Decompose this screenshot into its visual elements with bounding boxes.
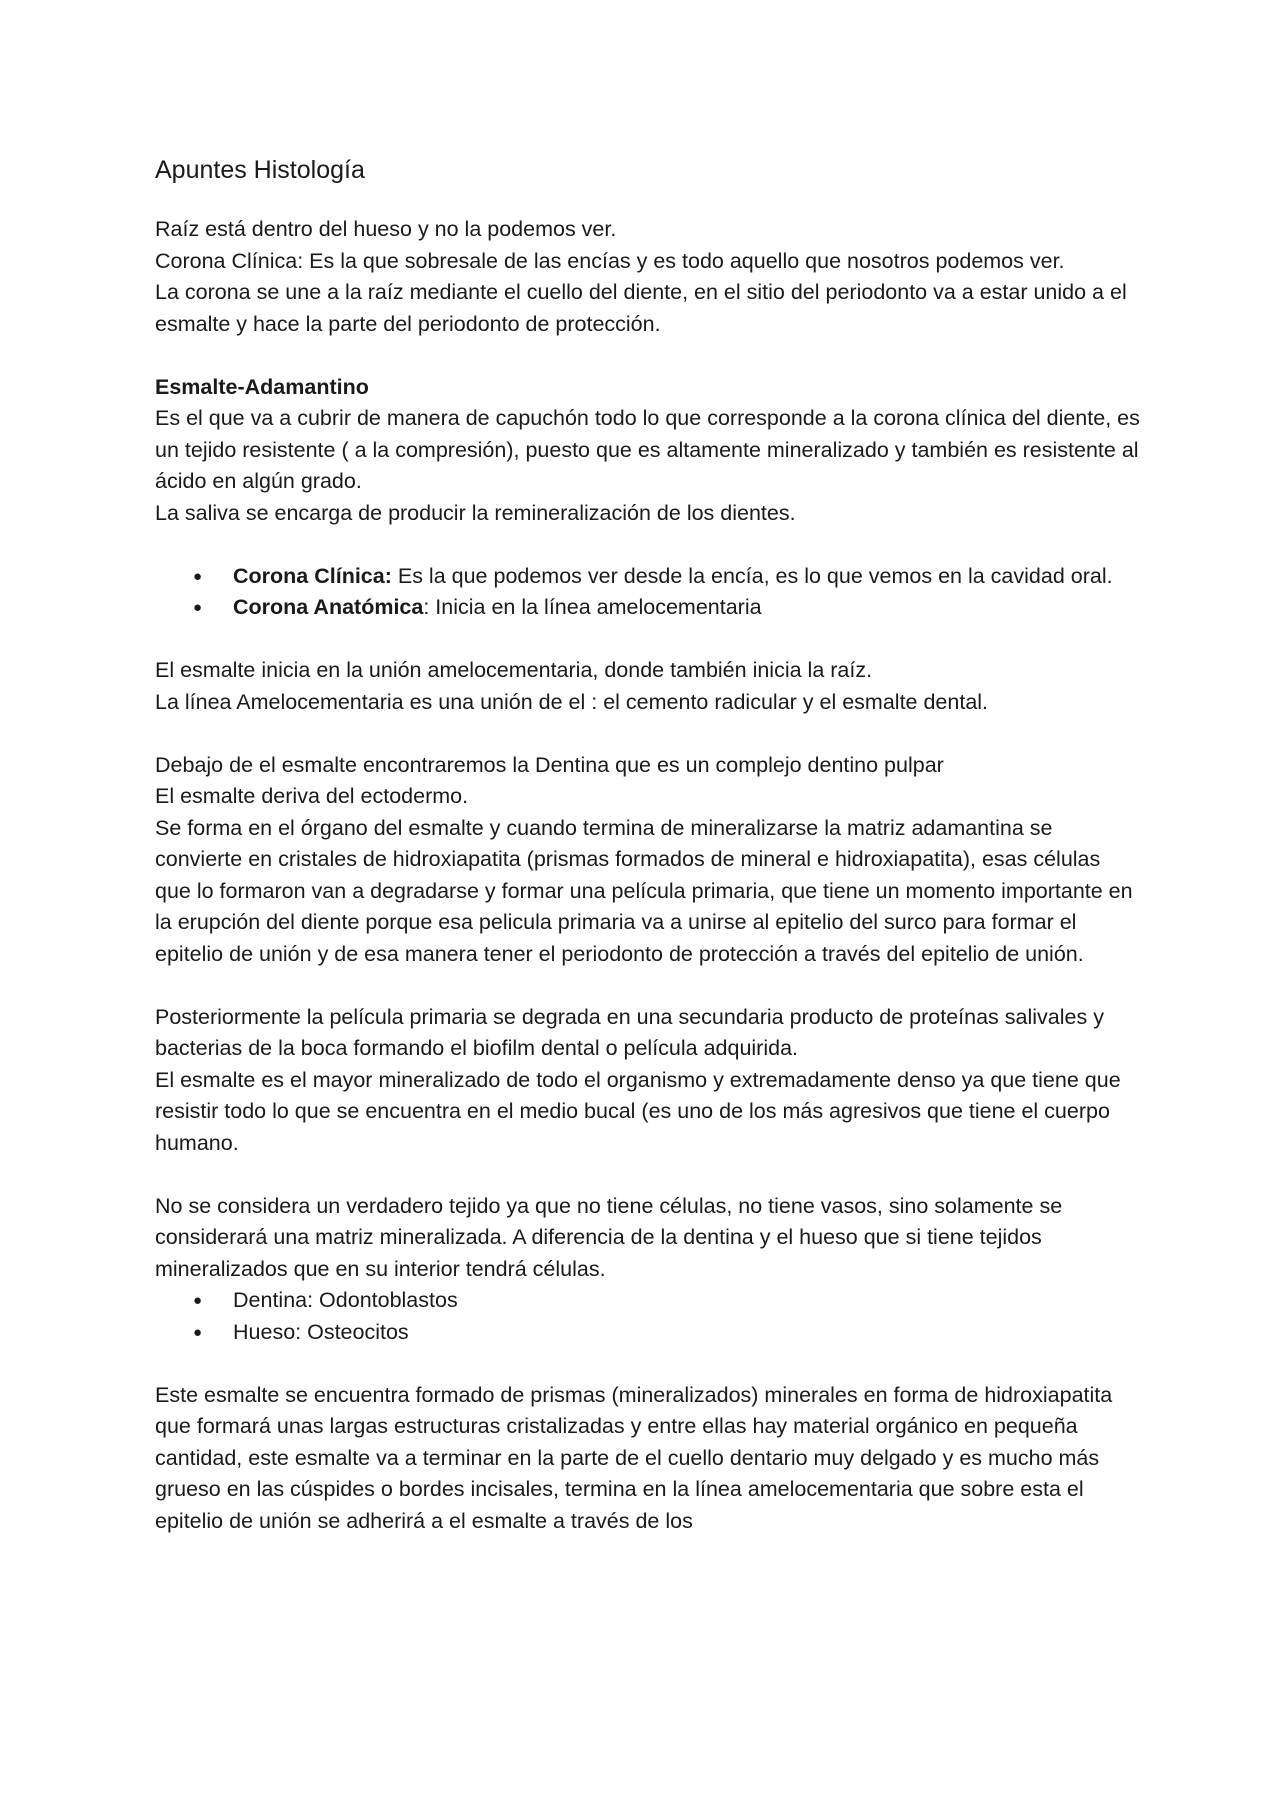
spacer <box>155 1348 1140 1380</box>
spacer <box>155 624 1140 656</box>
list-item-text: : Inicia en la línea amelocementaria <box>423 595 762 619</box>
spacer <box>155 970 1140 1002</box>
list-item <box>193 1285 1140 1317</box>
list-item <box>193 1317 1140 1349</box>
list-item-text: Hueso: Osteocitos <box>233 1319 409 1344</box>
paragraph: Se forma en el órgano del esmalte y cuando termina de mineralizarse la matriz adamantina se convierte en cristales de hidroxiapatita (prismas formados de mineral e hidroxiapatita), esas células que lo formaron van a degradarse y formar una película primaria, que tiene un momento importante en la erupción del diente porque esa pelicula primaria va a unirse al epitelio del surco para formar el epitelio de unión y de esa manera tener el periodonto de protección a través del epitelio de unión. <box>155 815 1133 966</box>
list-item <box>193 592 1140 624</box>
list-item-text: Dentina: Odontoblastos <box>233 1288 458 1312</box>
bullet-icon: ● <box>193 567 203 585</box>
intro-line-2: Corona Clínica: Es la que sobresale de las encías y es todo aquello que nosotros podemos ver. <box>155 248 1065 273</box>
paragraph: Este esmalte se encuentra formado de prismas (mineralizados) minerales en forma de hidroxiapatita que formará unas largas estructuras cristalizadas y entre ellas hay material orgánico en pequeña cantidad, este esmalte va a terminar en la parte de el cuello dentario muy delgado y es mucho más grueso en las cúspides o bordes incisales, termina en la línea amelocementaria que sobre esta el epitelio de unión se adherirá a el esmalte a través de los <box>155 1382 1113 1533</box>
spacer <box>155 1159 1140 1191</box>
bullet-icon: ● <box>193 1323 203 1341</box>
bullet-icon: ● <box>193 599 203 616</box>
cells-list <box>155 1285 1140 1348</box>
paragraph: No se considera un verdadero tejido ya que no tiene células, no tiene vasos, sino solamente se considerará una matriz mineralizada. A diferencia de la dentina y el hueso que si tiene tejidos mineralizados que en su interior tendrá células. <box>155 1193 1063 1281</box>
section-heading: Esmalte-Adamantino <box>155 374 369 399</box>
section-paragraph-1: Es el que va a cubrir de manera de capuchón todo lo que corresponde a la corona clínica del diente, es un tejido resistente ( a la compresión), puesto que es altamente mineralizado y también es resistente al ácido en algún grado. <box>155 406 1140 493</box>
paragraph: Posteriormente la película primaria se degrada en una secundaria producto de proteínas salivales y bacterias de la boca formando el biofilm dental o película adquirida. <box>155 1004 1104 1060</box>
crown-list <box>155 561 1140 624</box>
paragraph: Debajo de el esmalte encontraremos la Dentina que es un complejo dentino pulpar <box>155 752 944 777</box>
list-item-text: Es la que podemos ver desde la encía, es lo que vemos en la cavidad oral. <box>391 563 1113 588</box>
document-page <box>155 150 1140 1537</box>
intro-line-1: Raíz está dentro del hueso y no la podemos ver. <box>155 217 617 241</box>
bullet-icon: ● <box>193 1292 203 1309</box>
paragraph: El esmalte deriva del ectodermo. <box>155 784 469 808</box>
section-paragraph-2: La saliva se encarga de producir la remineralización de los dientes. <box>155 500 796 525</box>
spacer <box>155 529 1140 561</box>
list-item-label: Corona Clínica: <box>233 563 392 588</box>
spacer <box>155 718 1140 750</box>
intro-line-3: La corona se une a la raíz mediante el cuello del diente, en el sitio del periodonto va a estar unido a el esmalte y hace la parte del periodonto de protección. <box>155 280 1127 336</box>
paragraph: El esmalte es el mayor mineralizado de todo el organismo y extremadamente denso ya que tiene que resistir todo lo que se encuentra en el medio bucal (es uno de los más agresivos que tiene el cuerpo humano. <box>155 1067 1121 1155</box>
list-item-label: Corona Anatómica <box>233 595 424 619</box>
paragraph: La línea Amelocementaria es una unión de el : el cemento radicular y el esmalte dental. <box>155 689 989 714</box>
document-title: Apuntes Histología <box>155 156 365 184</box>
paragraph: El esmalte inicia en la unión amelocementaria, donde también inicia la raíz. <box>155 658 873 682</box>
spacer <box>155 340 1140 372</box>
list-item <box>193 561 1140 593</box>
